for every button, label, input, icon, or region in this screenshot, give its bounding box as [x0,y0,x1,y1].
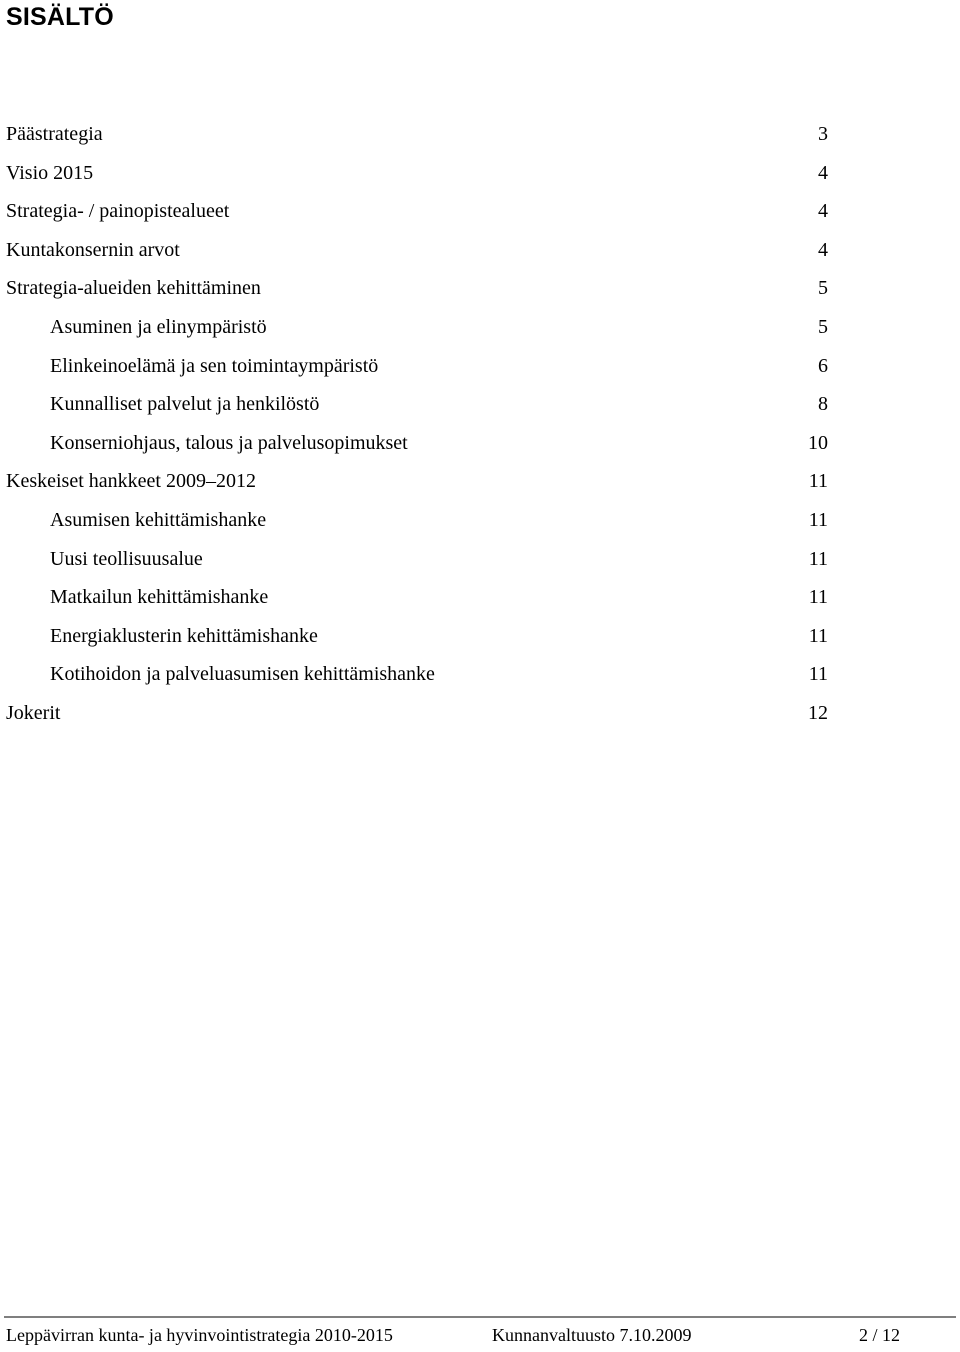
toc-entry[interactable] [6,541,828,580]
toc-entry[interactable] [6,425,828,464]
footer-page-number: 2 / 12 [858,1325,900,1345]
toc-entry-title: Visio 2015 [6,161,94,184]
toc-entry-page-number: 11 [808,663,828,686]
toc-entry[interactable] [6,695,828,734]
toc-entry-title: Kotihoidon ja palveluasumisen kehittämishanke [50,663,435,686]
toc-entry-page-number: 4 [818,200,828,223]
toc-entry-title: Matkailun kehittämishanke [50,586,269,609]
toc-entry-title: Päästrategia [6,123,103,145]
toc-entry[interactable] [6,348,828,387]
toc-entry[interactable] [6,232,828,271]
toc-entry-title: Strategia-alueiden kehittäminen [6,277,261,300]
toc-entry-page-number: 11 [808,624,828,647]
toc-entry[interactable] [6,155,828,194]
toc-entry-page-number: 6 [818,354,828,377]
toc-entry-page-number: 10 [808,431,828,454]
toc-entry-page-number: 12 [808,701,828,724]
footer-row [4,1318,956,1348]
toc-entry-page-number: 4 [818,238,828,261]
toc-entry-title: Keskeiset hankkeet 2009–2012 [6,470,256,493]
page-title: SISÄLTÖ [6,3,114,31]
toc-entry[interactable] [6,386,828,425]
toc-entry-title: Energiaklusterin kehittämishanke [50,624,318,647]
toc-entry[interactable] [6,116,828,155]
toc-entry-title: Kunnalliset palvelut ja henkilöstö [50,393,320,416]
toc-entry-page-number: 11 [808,547,828,570]
toc-entry[interactable] [6,618,828,657]
toc-entry-page-number: 11 [808,508,828,531]
toc-entry-page-number: 8 [818,393,828,416]
toc-entry[interactable] [6,656,828,695]
toc-entry[interactable] [6,193,828,232]
toc-entry-title: Jokerit [6,701,61,724]
page-footer [4,1316,956,1348]
toc-entry[interactable] [6,579,828,618]
toc-entry-title: Konserniohjaus, talous ja palvelusopimukset [50,431,408,454]
toc-entry-page-number: 3 [818,123,828,145]
toc-entry-title: Asuminen ja elinympäristö [50,315,267,338]
toc-entry-title: Kuntakonsernin arvot [6,238,180,261]
footer-approval-date: Kunnanvaltuusto 7.10.2009 [492,1325,692,1345]
toc-entry-page-number: 11 [808,470,828,493]
toc-entry[interactable] [6,270,828,309]
table-of-contents [6,116,828,734]
toc-entry-page-number: 5 [818,277,828,300]
toc-entry-page-number: 5 [818,315,828,338]
toc-entry-title: Elinkeinoelämä ja sen toimintaympäristö [50,354,379,377]
toc-entry-title: Strategia- / painopistealueet [6,200,230,223]
toc-entry-page-number: 11 [808,586,828,609]
toc-entry-title: Asumisen kehittämishanke [50,508,267,531]
toc-entry-title: Uusi teollisuusalue [50,547,203,570]
toc-entry[interactable] [6,463,828,502]
toc-entry[interactable] [6,502,828,541]
toc-entry-page-number: 4 [818,161,828,184]
footer-document-title: Leppävirran kunta- ja hyvinvointistrategia 2010-2015 [6,1325,393,1345]
toc-entry[interactable] [6,309,828,348]
